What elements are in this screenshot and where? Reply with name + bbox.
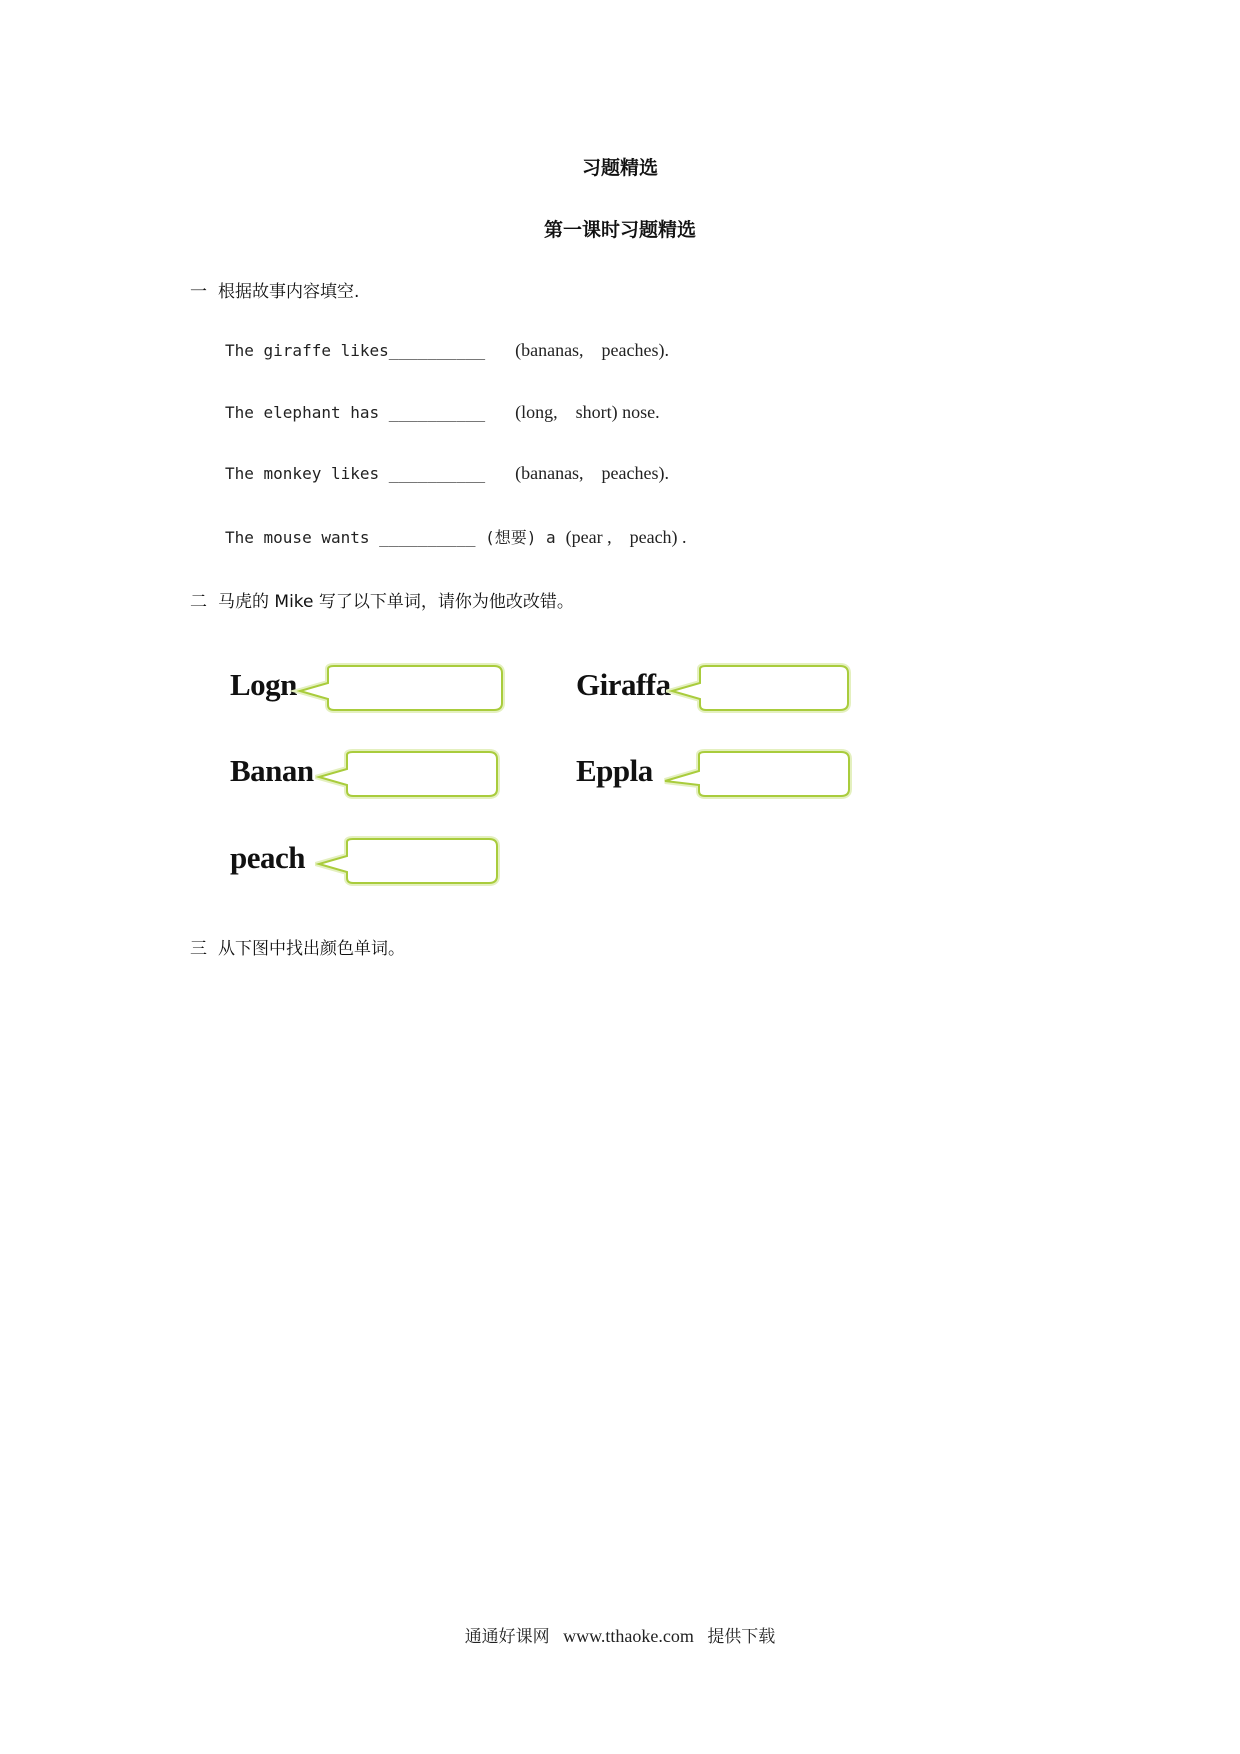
- correction-item-logn: [230, 663, 490, 719]
- misspelled-word: Logn: [230, 667, 297, 702]
- sentence-options: (pear , peach) .: [565, 527, 687, 547]
- section-2-number: 二: [190, 592, 207, 612]
- speech-bubble-answer-box[interactable]: [666, 663, 856, 719]
- misspelled-word: Eppla: [576, 753, 653, 788]
- sentence-text: The giraffe likes__________: [225, 341, 486, 360]
- sentence-options: (bananas, peaches).: [515, 463, 670, 483]
- correction-item-eppla: [576, 749, 856, 805]
- footer-note: 提供下载: [707, 1627, 776, 1647]
- section-2-title: 马虎的 Mike 写了以下单词，请你为他改改错。: [218, 592, 574, 612]
- fill-sentence-1: [225, 340, 669, 361]
- speech-bubble-answer-box[interactable]: [315, 836, 505, 892]
- sentence-text: The monkey likes __________: [225, 464, 486, 483]
- footer-site-name: 通通好课网: [464, 1627, 550, 1647]
- section-1-title: 根据故事内容填空.: [218, 282, 360, 302]
- misspelled-word: peach: [230, 840, 305, 875]
- page-title: 习题精选: [581, 157, 658, 179]
- misspelled-word: Giraffa: [576, 667, 671, 702]
- sentence-options: (long, short) nose.: [515, 402, 660, 422]
- speech-bubble-answer-box[interactable]: [290, 663, 510, 719]
- fill-sentence-4: [225, 525, 687, 548]
- page-footer: [0, 1622, 1240, 1647]
- sentence-text: The mouse wants __________ (想要) a: [225, 528, 556, 547]
- misspelled-word: Banan: [230, 753, 314, 788]
- speech-bubble-answer-box[interactable]: [315, 749, 505, 805]
- footer-url[interactable]: www.tthaoke.com: [563, 1626, 694, 1646]
- section-3-title: 从下图中找出颜色单词。: [218, 939, 405, 959]
- section-3-heading: [190, 934, 405, 959]
- correction-item-peach: [230, 836, 510, 892]
- fill-sentence-3: [225, 463, 669, 484]
- section-1-number: 一: [190, 282, 207, 302]
- fill-sentence-2: [225, 402, 660, 423]
- sentence-options: (bananas, peaches).: [515, 340, 670, 360]
- sentence-text: The elephant has __________: [225, 403, 486, 422]
- speech-bubble-answer-box[interactable]: [661, 749, 856, 805]
- page-subtitle: 第一课时习题精选: [543, 219, 696, 241]
- section-2-heading: [190, 587, 574, 612]
- section-1-heading: [190, 277, 359, 302]
- correction-item-banan: [230, 749, 510, 805]
- correction-item-giraffa: [576, 663, 856, 719]
- section-3-number: 三: [190, 939, 207, 959]
